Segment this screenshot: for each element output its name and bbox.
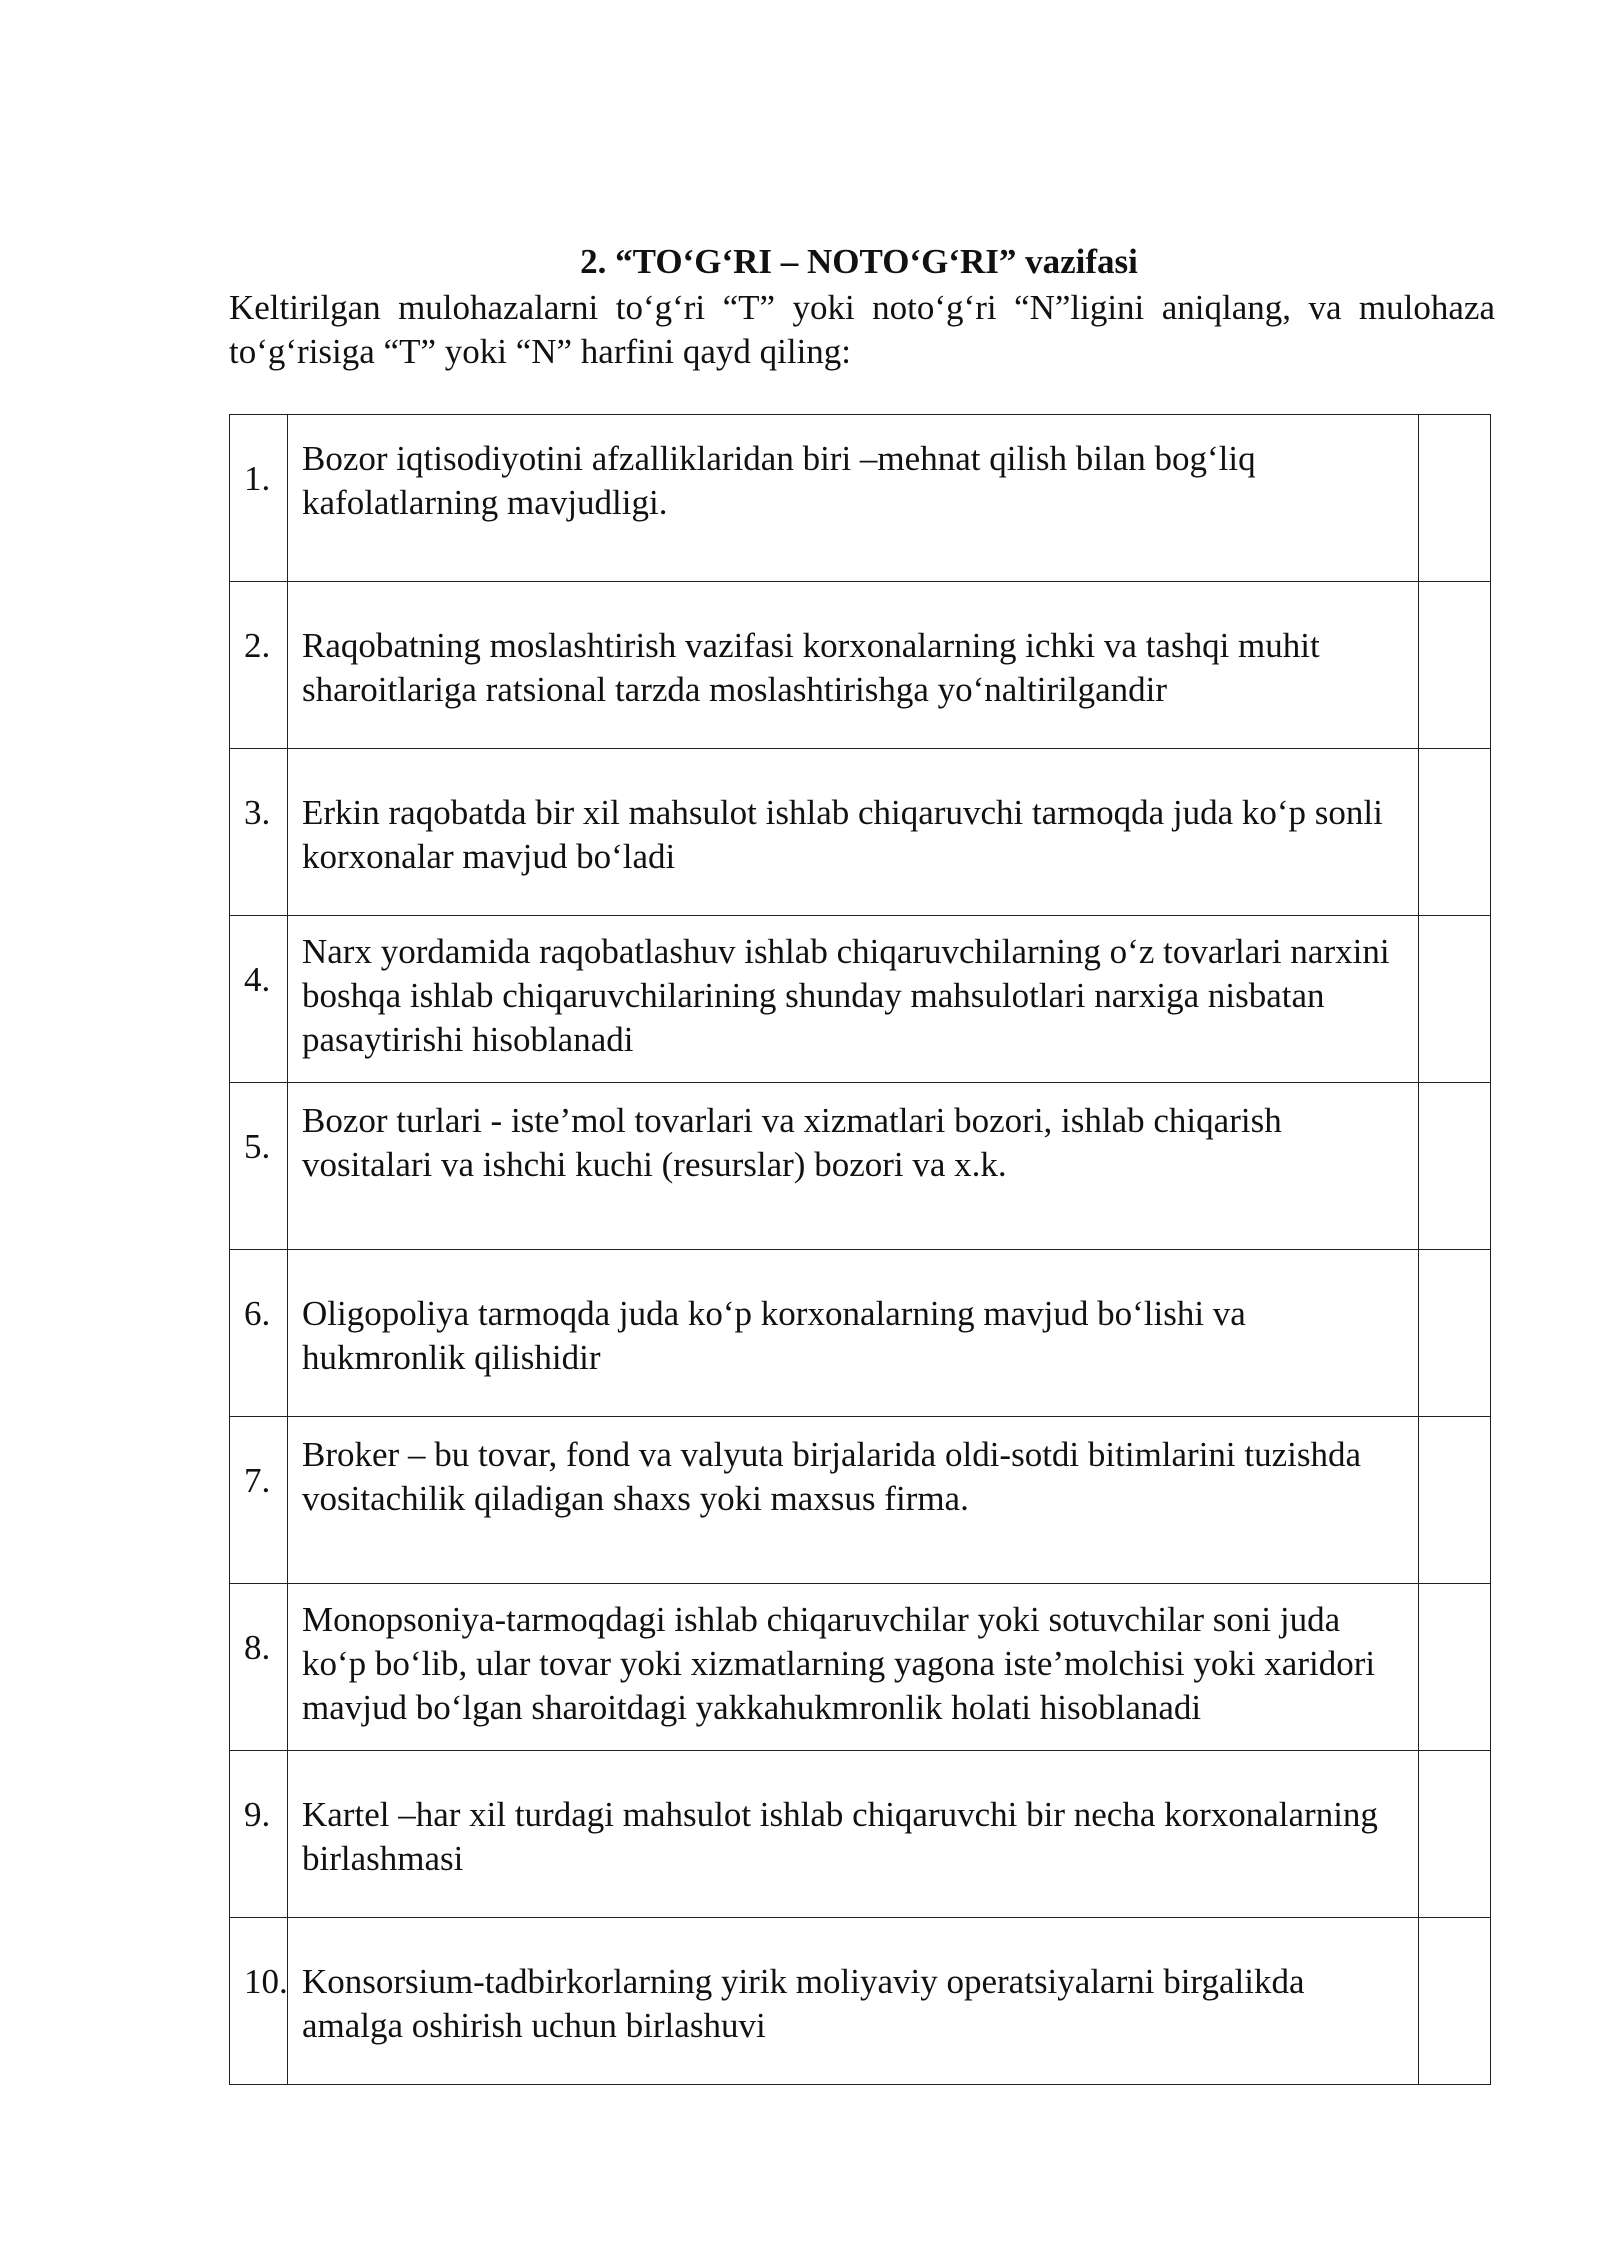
statement-number: 7.	[230, 1417, 288, 1584]
statement-number: 6.	[230, 1250, 288, 1417]
statements-table	[229, 414, 1491, 2085]
statement-text: Konsorsium-tadbirkorlarning yirik moliyaviy operatsiyalarni birgalikda amalga oshirish uchun birlashuvi	[288, 1918, 1419, 2085]
answer-cell[interactable]	[1419, 1417, 1491, 1584]
table-row	[230, 1918, 1491, 2085]
table-row	[230, 1083, 1491, 1250]
statement-text: Bozor turlari - iste’mol tovarlari va xizmatlari bozori, ishlab chiqarish vositalari va ishchi kuchi (resurslar) bozori va x.k.	[288, 1083, 1419, 1250]
statement-number: 10.	[230, 1918, 288, 2085]
statement-number: 8.	[230, 1584, 288, 1751]
statement-number: 5.	[230, 1083, 288, 1250]
table-row	[230, 415, 1491, 582]
answer-cell[interactable]	[1419, 1918, 1491, 2085]
statement-text: Broker – bu tovar, fond va valyuta birjalarida oldi-sotdi bitimlarini tuzishda vositachilik qiladigan shaxs yoki maxsus firma.	[288, 1417, 1419, 1584]
statement-text: Erkin raqobatda bir xil mahsulot ishlab chiqaruvchi tarmoqda juda ko‘p sonli korxonalar mavjud bo‘ladi	[288, 749, 1419, 916]
answer-cell[interactable]	[1419, 415, 1491, 582]
statement-text: Raqobatning moslashtirish vazifasi korxonalarning ichki va tashqi muhit sharoitlariga ratsional tarzda moslashtirishga yo‘naltirilgandir	[288, 582, 1419, 749]
table-row	[230, 1250, 1491, 1417]
statement-text: Narx yordamida raqobatlashuv ishlab chiqaruvchilarning o‘z tovarlari narxini boshqa ishlab chiqaruvchilarining shunday mahsulotlari narxiga nisbatan pasaytirishi hisoblanadi	[288, 916, 1419, 1083]
statement-text: Kartel –har xil turdagi mahsulot ishlab chiqaruvchi bir necha korxonalarning birlashmasi	[288, 1751, 1419, 1918]
statement-number: 4.	[230, 916, 288, 1083]
answer-cell[interactable]	[1419, 916, 1491, 1083]
statement-number: 9.	[230, 1751, 288, 1918]
answer-cell[interactable]	[1419, 1250, 1491, 1417]
table-row	[230, 749, 1491, 916]
table-row	[230, 1417, 1491, 1584]
table-row	[230, 1584, 1491, 1751]
answer-cell[interactable]	[1419, 749, 1491, 916]
answer-cell[interactable]	[1419, 1751, 1491, 1918]
table-row	[230, 582, 1491, 749]
statement-number: 3.	[230, 749, 288, 916]
statement-text: Bozor iqtisodiyotini afzalliklaridan biri –mehnat qilish bilan bog‘liq kafolatlarning mavjudligi.	[288, 415, 1419, 582]
answer-cell[interactable]	[1419, 1083, 1491, 1250]
answer-cell[interactable]	[1419, 582, 1491, 749]
statement-number: 2.	[230, 582, 288, 749]
table-row	[230, 916, 1491, 1083]
table-row	[230, 1751, 1491, 1918]
statement-text: Oligopoliya tarmoqda juda ko‘p korxonalarning mavjud bo‘lishi va hukmronlik qilishidir	[288, 1250, 1419, 1417]
document-title: 2. “TO‘G‘RI – NOTO‘G‘RI” vazifasi	[580, 242, 1138, 281]
statement-number: 1.	[230, 415, 288, 582]
statement-text: Monopsoniya-tarmoqdagi ishlab chiqaruvchilar yoki sotuvchilar soni juda ko‘p bo‘lib, ular tovar yoki xizmatlarning yagona iste’molchisi yoki xaridori mavjud bo‘lgan sharoitdagi yakkahukmronlik holati hisoblanadi	[288, 1584, 1419, 1751]
instruction-text: Keltirilgan mulohazalarni to‘g‘ri “T” yoki noto‘g‘ri “N”ligini aniqlang, va mulohaza to‘g‘risiga “T” yoki “N” harfini qayd qiling:	[229, 288, 1495, 371]
answer-cell[interactable]	[1419, 1584, 1491, 1751]
